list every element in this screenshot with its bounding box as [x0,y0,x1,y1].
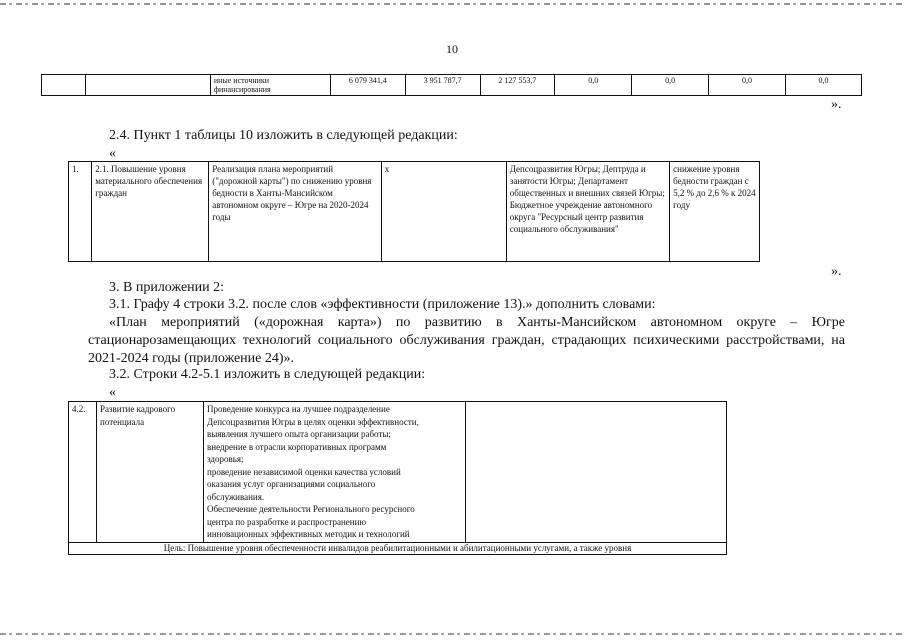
financing-table-fragment [41,74,862,96]
value-cell: 2 127 553,7 [480,75,555,96]
row-number: 1. [69,162,92,262]
executors-cell: Депсоцразвития Югры; Дептруда и занятости Югры; Департамент общественных и внешних связей Югры; Бюджетное учреждение автономного округа "Ресурсный центр развития социального обслуживания" [506,162,669,262]
opening-quote: « [109,385,116,400]
paragraph-2-4: 2.4. Пункт 1 таблицы 10 изложить в следующей редакции: [109,128,458,143]
content-line: Проведение конкурса на лучшее подразделение [207,404,390,414]
content-line: выявления лучшего опыта организации работы; [207,429,391,439]
table-cell [42,75,86,96]
content-line: оказания услуг организациями социального [207,479,376,489]
row-content [204,402,466,543]
quoted-plan-text-content: «План мероприятий («дорожная карта») по развитию в Ханты-Мансийском автономном округе – Югре стационарозамещающих технологий социального обслуживания граждан, страдающих психическими расстройствами, на 2021-2024 годы (приложение 24)». [88,315,845,366]
value-cell: 3 951 787,7 [405,75,480,96]
closing-quote: ». [831,264,842,279]
content-line: Обеспечение деятельности Регионального ресурсного [207,504,415,514]
content-line: центра по разработке и распространению [207,516,367,527]
mark-cell: x [381,162,506,262]
page-number: 10 [446,42,458,56]
content-line: обслуживания. [207,491,265,502]
content-line: проведение независимой оценки качества условий [207,466,401,477]
closing-quote: ». [831,97,842,112]
row-name: Развитие кадрового потенциала [97,402,204,543]
value-cell: 0,0 [709,75,786,96]
rows-4-2-to-5-1-table [68,401,727,555]
goal-row: Цель: Повышение уровня обеспеченности инвалидов реабилитационными и абилитационными услугами, а также уровня [69,542,727,554]
empty-cell [466,402,727,543]
paragraph-3-2: 3.2. Строки 4.2-5.1 изложить в следующей редакции: [109,367,426,382]
content-line: инновационных эффективных методик и технологий [207,529,410,539]
value-cell: 0,0 [632,75,709,96]
value-cell: 6 079 341,4 [331,75,406,96]
paragraph-3-1: 3.1. Графу 4 строки 3.2. после слов «эффективности (приложение 13).» дополнить словами: [109,297,656,312]
task-cell: 2.1. Повышение уровня материального обеспечения граждан [92,162,209,262]
paragraph-3: 3. В приложении 2: [109,280,225,295]
value-cell: 0,0 [785,75,861,96]
result-cell: снижение уровня бедности граждан с 5,2 % до 2,6 % к 2024 году [670,162,760,262]
content-line: Депсоцразвития Югры в целях оценки эффективности, [207,416,419,427]
source-label: иные источники финансирования [210,75,330,96]
content-line: здоровья; [207,454,244,464]
quoted-plan-text [88,314,845,368]
table-10-row-1 [68,161,760,262]
table-cell [85,75,210,96]
value-cell: 0,0 [555,75,632,96]
scan-bottom-edge [0,633,905,635]
scan-top-edge [0,3,905,5]
measure-cell: Реализация плана мероприятий ("дорожной карты") по снижению уровня бедности в Ханты-Мансийском автономном округе – Югре на 2020-2024 годы [209,162,381,262]
opening-quote: « [109,146,116,161]
row-number: 4.2. [69,402,97,543]
content-line: внедрение в отрасли корпоративных программ [207,441,387,452]
